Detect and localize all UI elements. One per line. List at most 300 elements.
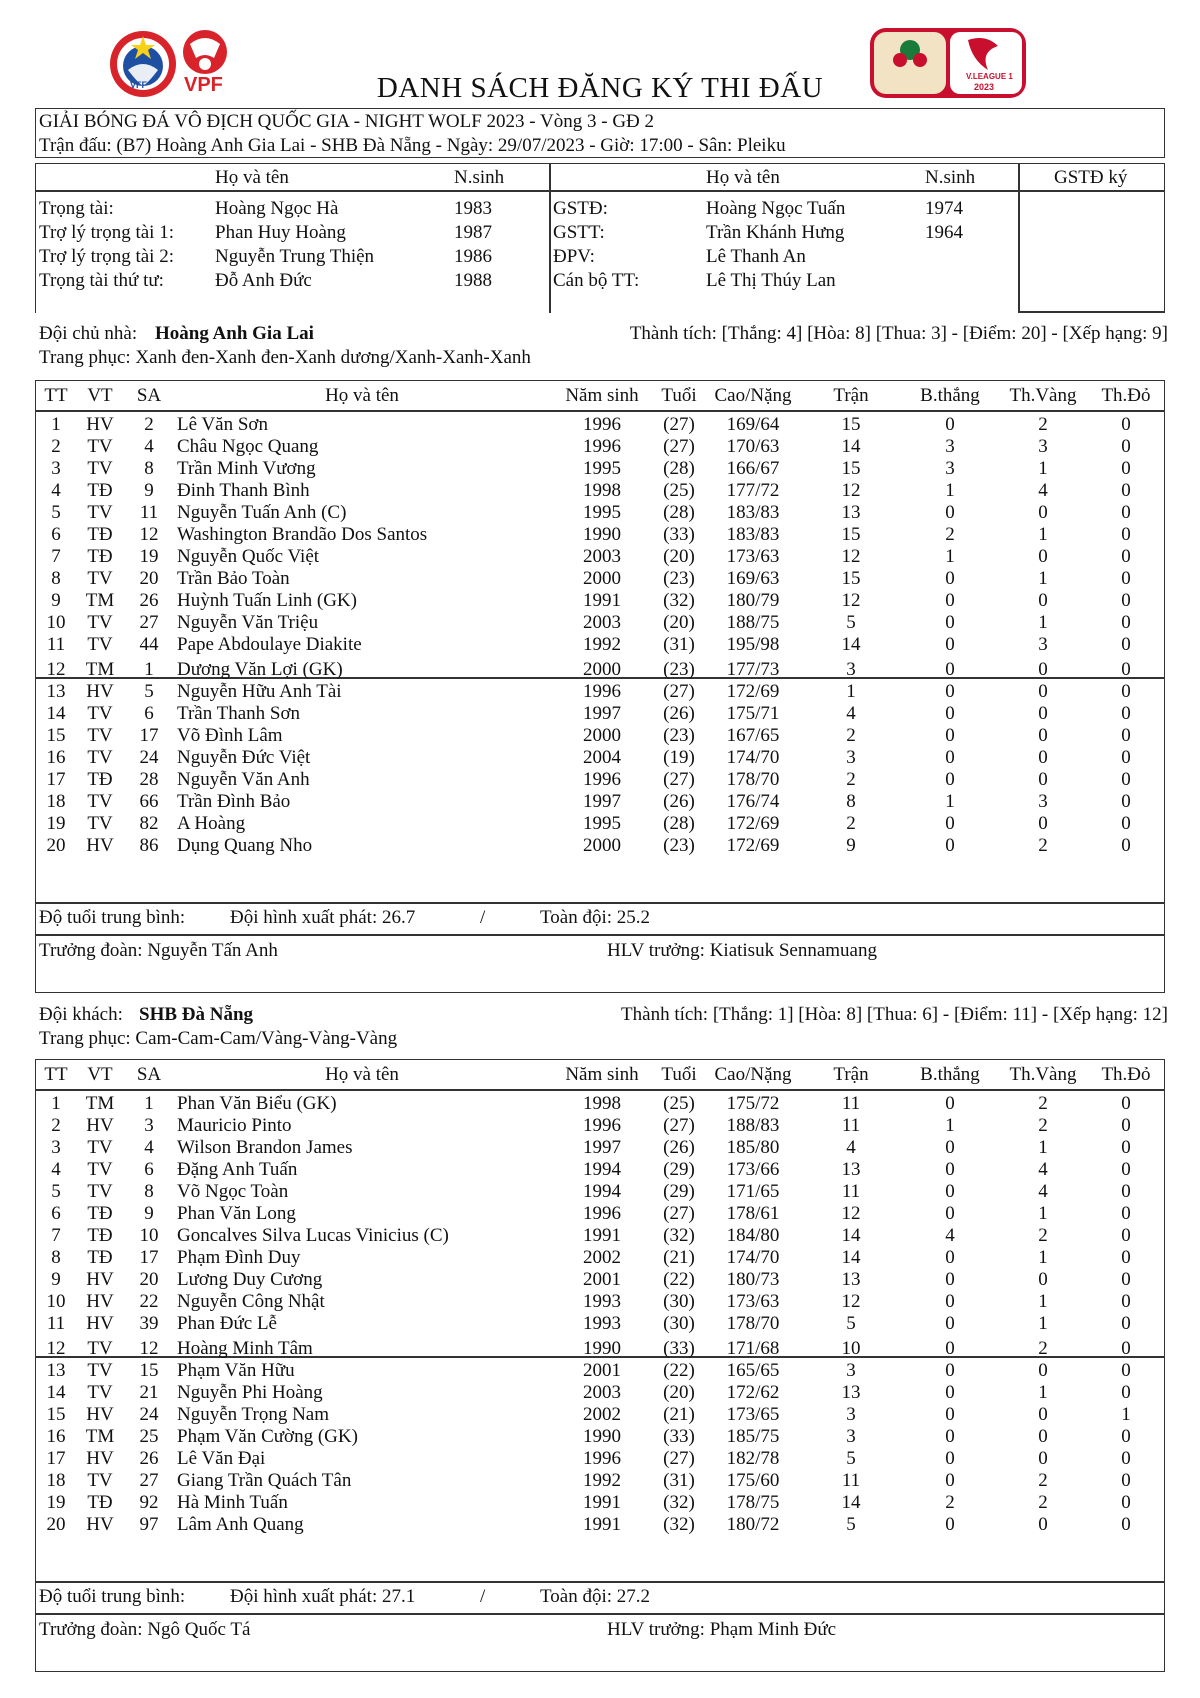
table-cell: TV <box>87 791 113 812</box>
table-cell: Nguyễn Đức Việt <box>177 747 311 768</box>
official-name: Lê Thị Thúy Lan <box>706 270 836 291</box>
table-cell: 3 <box>945 436 955 457</box>
table-cell: 12 <box>841 1203 861 1224</box>
table-row <box>0 545 1200 569</box>
table-cell: 1996 <box>583 769 621 790</box>
table-cell: TM <box>85 659 115 680</box>
official-name: Trần Khánh Hưng <box>706 222 845 243</box>
table-cell: A Hoàng <box>177 813 246 834</box>
table-cell: 0 <box>945 1470 955 1491</box>
table-cell: 3 <box>1038 634 1048 655</box>
table-cell: Hoàng Minh Tâm <box>177 1338 313 1359</box>
table-row <box>0 1381 1200 1405</box>
table-cell: 1990 <box>583 524 621 545</box>
vff-text: VFF <box>130 80 147 90</box>
table-cell: 16 <box>46 1426 66 1447</box>
table-cell: 177/73 <box>726 659 780 680</box>
table-cell: 1 <box>1038 1247 1048 1268</box>
table-cell: 5 <box>846 1448 856 1469</box>
table-cell: 3 <box>945 458 955 479</box>
table-cell: 9 <box>846 835 856 856</box>
table-cell: (27) <box>663 436 695 457</box>
table-cell: Hà Minh Tuấn <box>177 1492 288 1513</box>
table-cell: 0 <box>1121 659 1131 680</box>
table-cell: 4 <box>51 480 61 501</box>
table-cell: 9 <box>144 1203 154 1224</box>
table-cell: 0 <box>1038 1514 1048 1535</box>
table-cell: 174/70 <box>726 747 780 768</box>
table-cell: 3 <box>51 1137 61 1158</box>
table-cell: 86 <box>139 835 159 856</box>
column-header: Họ và tên <box>325 385 399 406</box>
table-cell: 10 <box>841 1338 861 1359</box>
table-cell: 0 <box>1121 1181 1131 1202</box>
table-cell: 20 <box>139 1269 159 1290</box>
table-cell: 8 <box>846 791 856 812</box>
table-cell: 0 <box>1121 791 1131 812</box>
table-cell: 1993 <box>583 1291 621 1312</box>
official-birth: 1987 <box>454 222 492 243</box>
officials-header-name-left: Họ và tên <box>215 167 289 188</box>
table-cell: Trần Thanh Sơn <box>177 703 301 724</box>
table-cell: 1 <box>1038 458 1048 479</box>
table-cell: (23) <box>663 725 695 746</box>
column-header: B.thắng <box>920 385 980 406</box>
away-team-name: SHB Đà Nẵng <box>139 1004 254 1025</box>
table-cell: (23) <box>663 659 695 680</box>
table-cell: 0 <box>945 1514 955 1535</box>
table-cell: 15 <box>841 414 861 435</box>
table-cell: 167/65 <box>726 725 780 746</box>
home-kit: Trang phục: Xanh đen-Xanh đen-Xanh dương/Xanh-Xanh-Xanh <box>39 347 531 368</box>
table-cell: (33) <box>663 1426 695 1447</box>
table-cell: 1991 <box>583 1225 621 1246</box>
table-cell: 0 <box>1121 546 1131 567</box>
table-cell: TĐ <box>87 1225 113 1246</box>
away-avg-sep: / <box>480 1586 486 1607</box>
official-role: Cán bộ TT: <box>553 270 640 291</box>
table-cell: TV <box>87 1181 113 1202</box>
table-cell: 0 <box>1121 458 1131 479</box>
table-cell: TĐ <box>87 480 113 501</box>
column-header: VT <box>87 1064 113 1085</box>
table-row <box>0 1491 1200 1515</box>
table-cell: 3 <box>846 659 856 680</box>
table-cell: 1992 <box>583 634 621 655</box>
table-row <box>0 1180 1200 1204</box>
table-cell: (31) <box>663 1470 695 1491</box>
table-cell: 18 <box>46 791 66 812</box>
table-cell: 2 <box>846 769 856 790</box>
table-cell: Phạm Văn Cường (GK) <box>177 1426 358 1447</box>
table-cell: 1 <box>51 1093 61 1114</box>
table-row <box>0 1312 1200 1336</box>
home-avg-label: Độ tuổi trung bình: <box>39 907 186 928</box>
table-cell: 0 <box>1121 769 1131 790</box>
table-cell: 13 <box>841 1269 861 1290</box>
table-cell: 1 <box>846 681 856 702</box>
table-cell: 1 <box>1038 1382 1048 1403</box>
table-row <box>0 1158 1200 1182</box>
table-cell: 5 <box>51 502 61 523</box>
table-cell: 2002 <box>583 1247 621 1268</box>
table-cell: 11 <box>139 502 159 523</box>
table-cell: (20) <box>663 546 695 567</box>
table-cell: Phan Đức Lễ <box>177 1313 277 1334</box>
column-header: SA <box>136 385 162 406</box>
table-row <box>0 633 1200 657</box>
table-cell: 8 <box>51 1247 61 1268</box>
table-cell: (21) <box>663 1247 695 1268</box>
table-cell: 4 <box>945 1225 955 1246</box>
table-cell: 1996 <box>583 436 621 457</box>
table-cell: 15 <box>841 568 861 589</box>
table-cell: 6 <box>144 1159 154 1180</box>
table-cell: 4 <box>144 1137 154 1158</box>
home-coach: HLV trưởng: Kiatisuk Sennamuang <box>607 940 877 961</box>
table-cell: 14 <box>841 1225 861 1246</box>
table-cell: 0 <box>1121 1313 1131 1334</box>
table-cell: 0 <box>945 747 955 768</box>
table-cell: 0 <box>1121 813 1131 834</box>
table-cell: 26 <box>139 1448 159 1469</box>
table-cell: 0 <box>1038 681 1048 702</box>
table-cell: 3 <box>846 1426 856 1447</box>
table-cell: 13 <box>841 502 861 523</box>
table-cell: 173/63 <box>726 1291 780 1312</box>
table-cell: 16 <box>46 747 66 768</box>
table-cell: 0 <box>1121 681 1131 702</box>
official-role: Trọng tài thứ tư: <box>39 270 164 291</box>
table-cell: 0 <box>1121 480 1131 501</box>
official-birth: 1983 <box>454 198 492 219</box>
table-cell: (22) <box>663 1360 695 1381</box>
away-record: Thành tích: [Thắng: 1] [Hòa: 8] [Thua: 6] - [Điểm: 11] - [Xếp hạng: 12] <box>621 1004 1168 1025</box>
table-cell: 0 <box>945 1137 955 1158</box>
table-row <box>0 1202 1200 1226</box>
table-cell: HV <box>86 1313 114 1334</box>
table-cell: (28) <box>663 813 695 834</box>
table-cell: 1997 <box>583 791 621 812</box>
table-cell: 5 <box>144 681 154 702</box>
table-cell: 1996 <box>583 681 621 702</box>
table-cell: 0 <box>945 1247 955 1268</box>
table-cell: 4 <box>51 1159 61 1180</box>
table-cell: 183/83 <box>726 502 780 523</box>
table-cell: 178/75 <box>726 1492 780 1513</box>
table-cell: 19 <box>46 1492 66 1513</box>
table-cell: 3 <box>846 1404 856 1425</box>
table-cell: (27) <box>663 681 695 702</box>
table-cell: Nguyễn Phi Hoàng <box>177 1382 323 1403</box>
table-cell: 0 <box>1038 813 1048 834</box>
table-row <box>0 1359 1200 1383</box>
table-cell: 92 <box>139 1492 159 1513</box>
column-header: Th.Vàng <box>1009 1064 1077 1085</box>
table-cell: 180/73 <box>726 1269 780 1290</box>
column-header: Cao/Nặng <box>714 385 792 406</box>
table-cell: 0 <box>1121 502 1131 523</box>
table-cell: 0 <box>1121 1203 1131 1224</box>
table-cell: 2 <box>1038 1470 1048 1491</box>
table-cell: 0 <box>1121 1514 1131 1535</box>
table-cell: 0 <box>945 769 955 790</box>
table-cell: 2 <box>846 725 856 746</box>
table-cell: 27 <box>139 1470 159 1491</box>
table-cell: 1 <box>1038 1313 1048 1334</box>
table-cell: 1 <box>1121 1404 1131 1425</box>
table-cell: 0 <box>945 568 955 589</box>
table-cell: Trần Bảo Toàn <box>177 568 290 589</box>
table-cell: 0 <box>1038 546 1048 567</box>
table-cell: (30) <box>663 1291 695 1312</box>
table-cell: 174/70 <box>726 1247 780 1268</box>
table-cell: (28) <box>663 502 695 523</box>
table-cell: Nguyễn Tuấn Anh (C) <box>177 502 347 523</box>
table-cell: 1 <box>144 1093 154 1114</box>
table-cell: 28 <box>139 769 159 790</box>
table-cell: 1 <box>1038 524 1048 545</box>
table-cell: 1995 <box>583 813 621 834</box>
table-row <box>0 702 1200 726</box>
table-cell: 17 <box>139 725 159 746</box>
table-cell: 3 <box>846 747 856 768</box>
official-birth: 1986 <box>454 246 492 267</box>
table-cell: (26) <box>663 703 695 724</box>
table-cell: 0 <box>945 1338 955 1359</box>
table-row <box>0 1337 1200 1361</box>
table-cell: 10 <box>46 612 66 633</box>
table-cell: 1998 <box>583 1093 621 1114</box>
table-cell: 2 <box>144 414 154 435</box>
home-manager: Trưởng đoàn: Nguyễn Tấn Anh <box>39 940 278 961</box>
table-cell: 0 <box>1121 590 1131 611</box>
home-record: Thành tích: [Thắng: 4] [Hòa: 8] [Thua: 3] - [Điểm: 20] - [Xếp hạng: 9] <box>629 323 1168 344</box>
official-role: Trọng tài: <box>39 198 114 219</box>
table-cell: 0 <box>1121 612 1131 633</box>
table-cell: HV <box>86 1514 114 1535</box>
table-cell: 1996 <box>583 1115 621 1136</box>
table-cell: 188/75 <box>726 612 780 633</box>
table-cell: 0 <box>1038 1426 1048 1447</box>
table-cell: 0 <box>945 1382 955 1403</box>
table-cell: 1994 <box>583 1159 621 1180</box>
table-cell: 0 <box>1121 524 1131 545</box>
table-cell: 13 <box>46 681 66 702</box>
officials-header-sign: GSTĐ ký <box>1054 167 1128 188</box>
table-cell: 0 <box>1038 1448 1048 1469</box>
table-cell: 183/83 <box>726 524 780 545</box>
table-cell: 8 <box>144 458 154 479</box>
column-header: TT <box>44 385 68 406</box>
table-cell: 0 <box>945 590 955 611</box>
column-header: VT <box>87 385 113 406</box>
table-cell: (23) <box>663 568 695 589</box>
table-cell: TĐ <box>87 546 113 567</box>
table-cell: 15 <box>841 458 861 479</box>
table-cell: 19 <box>46 813 66 834</box>
table-cell: Lê Văn Đại <box>177 1448 266 1469</box>
home-avg-start: Đội hình xuất phát: 26.7 <box>230 907 416 928</box>
official-birth: 1974 <box>925 198 963 219</box>
table-row <box>0 1290 1200 1314</box>
home-team-name: Hoàng Anh Gia Lai <box>155 323 314 344</box>
table-cell: 24 <box>139 747 159 768</box>
away-label: Đội khách: <box>39 1004 123 1025</box>
table-cell: 0 <box>1038 725 1048 746</box>
table-cell: 0 <box>1121 1093 1131 1114</box>
table-cell: 82 <box>139 813 159 834</box>
table-cell: 0 <box>1038 659 1048 680</box>
table-cell: 1 <box>1038 1291 1048 1312</box>
table-cell: 6 <box>51 1203 61 1224</box>
table-cell: 4 <box>846 1137 856 1158</box>
table-cell: (32) <box>663 1225 695 1246</box>
table-cell: 1991 <box>583 590 621 611</box>
table-cell: 0 <box>1121 1159 1131 1180</box>
table-cell: Nguyễn Văn Triệu <box>177 612 319 633</box>
table-cell: 5 <box>846 1514 856 1535</box>
table-cell: 171/68 <box>726 1338 780 1359</box>
table-cell: (27) <box>663 769 695 790</box>
table-cell: 1995 <box>583 458 621 479</box>
table-cell: 11 <box>841 1093 861 1114</box>
column-header: Th.Vàng <box>1009 385 1077 406</box>
table-cell: 19 <box>139 546 159 567</box>
away-avg-label: Độ tuổi trung bình: <box>39 1586 186 1607</box>
table-cell: (20) <box>663 612 695 633</box>
table-cell: 66 <box>139 791 159 812</box>
table-cell: Nguyễn Văn Anh <box>177 769 310 790</box>
table-cell: 188/83 <box>726 1115 780 1136</box>
table-cell: TV <box>87 1159 113 1180</box>
table-cell: 2001 <box>583 1269 621 1290</box>
table-cell: 0 <box>945 725 955 746</box>
official-birth: 1988 <box>454 270 492 291</box>
table-cell: 5 <box>846 1313 856 1334</box>
table-cell: 165/65 <box>726 1360 780 1381</box>
table-cell: 14 <box>841 634 861 655</box>
table-cell: 2 <box>51 436 61 457</box>
table-cell: 0 <box>1121 725 1131 746</box>
table-cell: 1995 <box>583 502 621 523</box>
table-cell: HV <box>86 1404 114 1425</box>
table-cell: TM <box>85 1426 115 1447</box>
table-cell: 12 <box>841 546 861 567</box>
table-row <box>0 1136 1200 1160</box>
table-cell: HV <box>86 1291 114 1312</box>
table-row <box>0 680 1200 704</box>
table-cell: (33) <box>663 524 695 545</box>
table-cell: 12 <box>46 659 66 680</box>
table-cell: 0 <box>1121 1115 1131 1136</box>
table-cell: 0 <box>945 835 955 856</box>
table-cell: 0 <box>1121 703 1131 724</box>
table-cell: TV <box>87 813 113 834</box>
table-cell: 0 <box>1038 1404 1048 1425</box>
table-cell: 0 <box>1121 414 1131 435</box>
table-cell: 3 <box>144 1115 154 1136</box>
table-cell: 1997 <box>583 703 621 724</box>
table-cell: (21) <box>663 1404 695 1425</box>
tournament-title: GIẢI BÓNG ĐÁ VÔ ĐỊCH QUỐC GIA - NIGHT WOLF 2023 - Vòng 3 - GĐ 2 <box>39 111 655 132</box>
table-row <box>0 413 1200 437</box>
table-cell: 0 <box>1121 1291 1131 1312</box>
table-cell: 170/63 <box>726 436 780 457</box>
table-cell: 20 <box>46 1514 66 1535</box>
table-cell: Phan Văn Long <box>177 1203 296 1224</box>
table-cell: 0 <box>1038 1269 1048 1290</box>
table-cell: 0 <box>945 1269 955 1290</box>
table-cell: 0 <box>1121 1247 1131 1268</box>
table-cell: Giang Trần Quách Tân <box>177 1470 352 1491</box>
table-cell: 180/79 <box>726 590 780 611</box>
table-cell: 2 <box>1038 414 1048 435</box>
table-cell: (25) <box>663 1093 695 1114</box>
column-header: Th.Đỏ <box>1101 385 1151 406</box>
table-row <box>0 1092 1200 1116</box>
table-cell: 2 <box>846 813 856 834</box>
page-title: DANH SÁCH ĐĂNG KÝ THI ĐẤU <box>376 72 824 104</box>
table-cell: 14 <box>841 436 861 457</box>
table-cell: Nguyễn Trọng Nam <box>177 1404 330 1425</box>
table-cell: 39 <box>139 1313 159 1334</box>
table-cell: (32) <box>663 1492 695 1513</box>
official-birth: 1964 <box>925 222 963 243</box>
table-cell: 0 <box>1121 436 1131 457</box>
table-cell: 17 <box>46 769 66 790</box>
table-cell: TV <box>87 612 113 633</box>
table-cell: TĐ <box>87 1492 113 1513</box>
table-cell: 0 <box>1121 747 1131 768</box>
table-cell: Wilson Brandon James <box>177 1137 353 1158</box>
table-cell: 15 <box>841 524 861 545</box>
table-cell: 2000 <box>583 568 621 589</box>
vleague-text: V.LEAGUE 1 <box>966 72 1013 81</box>
table-cell: 175/71 <box>726 703 780 724</box>
table-cell: 0 <box>945 1404 955 1425</box>
table-cell: 15 <box>46 1404 66 1425</box>
home-label: Đội chủ nhà: <box>39 323 138 344</box>
table-cell: TĐ <box>87 1247 113 1268</box>
table-cell: (19) <box>663 747 695 768</box>
table-cell: Võ Đình Lâm <box>177 725 283 746</box>
table-cell: 0 <box>945 1360 955 1381</box>
table-cell: (27) <box>663 1203 695 1224</box>
table-cell: (33) <box>663 1338 695 1359</box>
table-cell: 11 <box>46 634 66 655</box>
table-cell: 21 <box>139 1382 159 1403</box>
table-cell: 9 <box>51 1269 61 1290</box>
table-cell: 0 <box>1038 590 1048 611</box>
table-cell: (26) <box>663 1137 695 1158</box>
table-cell: HV <box>86 1448 114 1469</box>
official-name: Hoàng Ngọc Tuấn <box>706 198 846 219</box>
table-cell: 0 <box>945 703 955 724</box>
table-cell: Lê Văn Sơn <box>177 414 268 435</box>
table-cell: 11 <box>841 1115 861 1136</box>
table-cell: 11 <box>46 1313 66 1334</box>
table-cell: 175/60 <box>726 1470 780 1491</box>
table-cell: Phan Văn Biểu (GK) <box>177 1093 337 1114</box>
table-cell: TĐ <box>87 1203 113 1224</box>
table-cell: 14 <box>841 1247 861 1268</box>
table-cell: TĐ <box>87 769 113 790</box>
table-cell: 1991 <box>583 1514 621 1535</box>
table-cell: 12 <box>139 524 159 545</box>
table-cell: (27) <box>663 414 695 435</box>
table-cell: TM <box>85 1093 115 1114</box>
